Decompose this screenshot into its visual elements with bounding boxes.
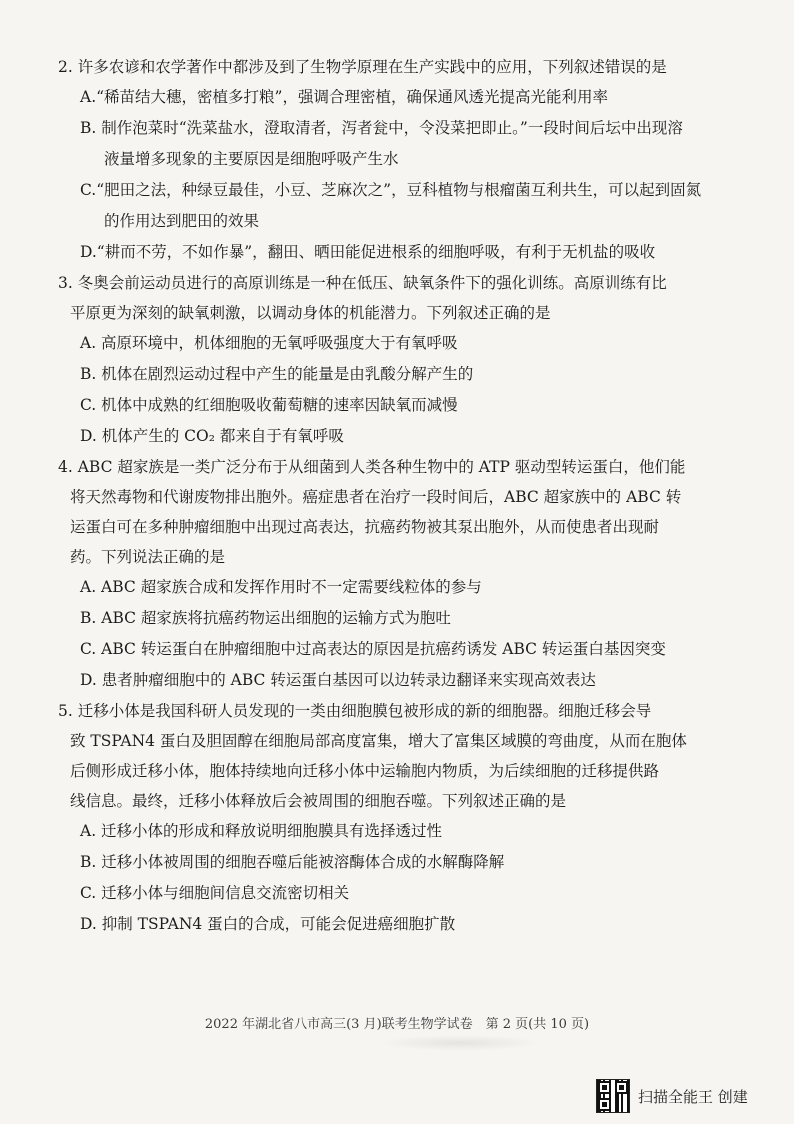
option-B: [58, 113, 768, 175]
option-B: [58, 359, 768, 390]
option-D: [58, 909, 768, 940]
option-D: [58, 237, 768, 268]
stem-line: 将天然毒物和代谢废物排出胞外。癌症患者在治疗一段时间后，ABC 超家族中的 ABC 转: [70, 488, 682, 506]
qr-code-icon: [596, 1079, 630, 1113]
stem-line: 线信息。最终，迁移小体释放后会被周围的细胞吞噬。下列叙述正确的是: [70, 792, 567, 810]
stem-line: 平原更为深刻的缺氧刺激，以调动身体的机能潜力。下列叙述正确的是: [70, 304, 551, 322]
option-line: A. ABC 超家族合成和发挥作用时不一定需要线粒体的参与: [80, 578, 482, 596]
option-line: C.“肥田之法，种绿豆最佳，小豆、芝麻次之”，豆科植物与根瘤菌互利共生，可以起到固氮: [80, 181, 702, 199]
stem-line: 运蛋白可在多种肿瘤细胞中出现过高表达，抗癌药物被其泵出胞外，从而使患者出现耐: [70, 518, 660, 536]
question-3: [58, 268, 768, 452]
option-line: B. ABC 超家族将抗癌药物运出细胞的运输方式为胞吐: [80, 609, 451, 627]
option-line: D. 患者肿瘤细胞中的 ABC 转运蛋白基因可以边转录边翻译来实现高效表达: [80, 671, 596, 689]
option-line: A. 迁移小体的形成和释放说明细胞膜具有选择透过性: [80, 822, 443, 840]
option-line: B. 机体在剧烈运动过程中产生的能量是由乳酸分解产生的: [80, 365, 474, 383]
option-C: [58, 175, 768, 237]
stem-line: 3. 冬奥会前运动员进行的高原训练是一种在低压、缺氧条件下的强化训练。高原训练有比: [58, 274, 667, 292]
stem-line: 4. ABC 超家族是一类广泛分布于从细菌到人类各种生物中的 ATP 驱动型转运蛋白，他们能: [58, 458, 686, 476]
option-D: [58, 665, 768, 696]
question-stem: [58, 696, 768, 816]
stem-line: 5. 迁移小体是我国科研人员发现的一类由细胞膜包被形成的新的细胞器。细胞迁移会导: [58, 702, 652, 720]
question-2: [58, 52, 768, 268]
option-A: [58, 328, 768, 359]
question-stem: [58, 452, 768, 572]
option-line: 液量增多现象的主要原因是细胞呼吸产生水: [104, 150, 399, 168]
option-line: A. 高原环境中，机体细胞的无氧呼吸强度大于有氧呼吸: [80, 334, 458, 352]
stem-line: 2. 许多农谚和农学著作中都涉及到了生物学原理在生产实践中的应用，下列叙述错误的是: [58, 58, 667, 76]
option-line: B. 制作泡菜时“洗菜盐水，澄取清者，泻者瓮中，令没菜把即止。”一段时间后坛中出现溶: [80, 119, 683, 137]
scanner-badge-text: 扫描全能王 创建: [638, 1087, 748, 1106]
option-line: D. 机体产生的 CO₂ 都来自于有氧呼吸: [80, 427, 344, 445]
stem-line: 后侧形成迁移小体，胞体持续地向迁移小体中运输胞内物质，为后续细胞的迁移提供路: [70, 762, 660, 780]
option-D: [58, 421, 768, 452]
page-footer: 2022 年湖北省八市高三(3 月)联考生物学试卷 第 2 页(共 10 页): [204, 1017, 590, 1032]
option-line: C. 机体中成熟的红细胞吸收葡萄糖的速率因缺氧而减慢: [80, 396, 458, 414]
question-5: [58, 696, 768, 940]
option-line: D.“耕而不劳，不如作暴”，翻田、晒田能促进根系的细胞呼吸，有利于无机盐的吸收: [80, 243, 656, 261]
option-A: [58, 82, 768, 113]
option-line: C. ABC 转运蛋白在肿瘤细胞中过高表达的原因是抗癌药诱发 ABC 转运蛋白基因突变: [80, 640, 666, 658]
option-line: 的作用达到肥田的效果: [104, 212, 260, 230]
option-C: [58, 390, 768, 421]
option-A: [58, 816, 768, 847]
question-stem: [58, 52, 768, 82]
questions-area: [58, 52, 768, 940]
option-C: [58, 634, 768, 665]
scanner-badge: [596, 1078, 748, 1114]
scan-smudge: [380, 1035, 540, 1051]
option-line: B. 迁移小体被周围的细胞吞噬后能被溶酶体合成的水解酶降解: [80, 853, 505, 871]
option-line: D. 抑制 TSPAN4 蛋白的合成，可能会促进癌细胞扩散: [80, 915, 456, 933]
stem-line: 致 TSPAN4 蛋白及胆固醇在细胞局部高度富集，增大了富集区域膜的弯曲度，从而在胞体: [70, 732, 687, 750]
question-4: [58, 452, 768, 696]
option-C: [58, 878, 768, 909]
question-stem: [58, 268, 768, 328]
stem-line: 药。下列说法正确的是: [70, 548, 226, 566]
option-line: A.“稀苗结大穗，密植多打粮”，强调合理密植，确保通风透光提高光能利用率: [80, 88, 608, 106]
option-B: [58, 847, 768, 878]
option-B: [58, 603, 768, 634]
option-A: [58, 572, 768, 603]
option-line: C. 迁移小体与细胞间信息交流密切相关: [80, 884, 350, 902]
